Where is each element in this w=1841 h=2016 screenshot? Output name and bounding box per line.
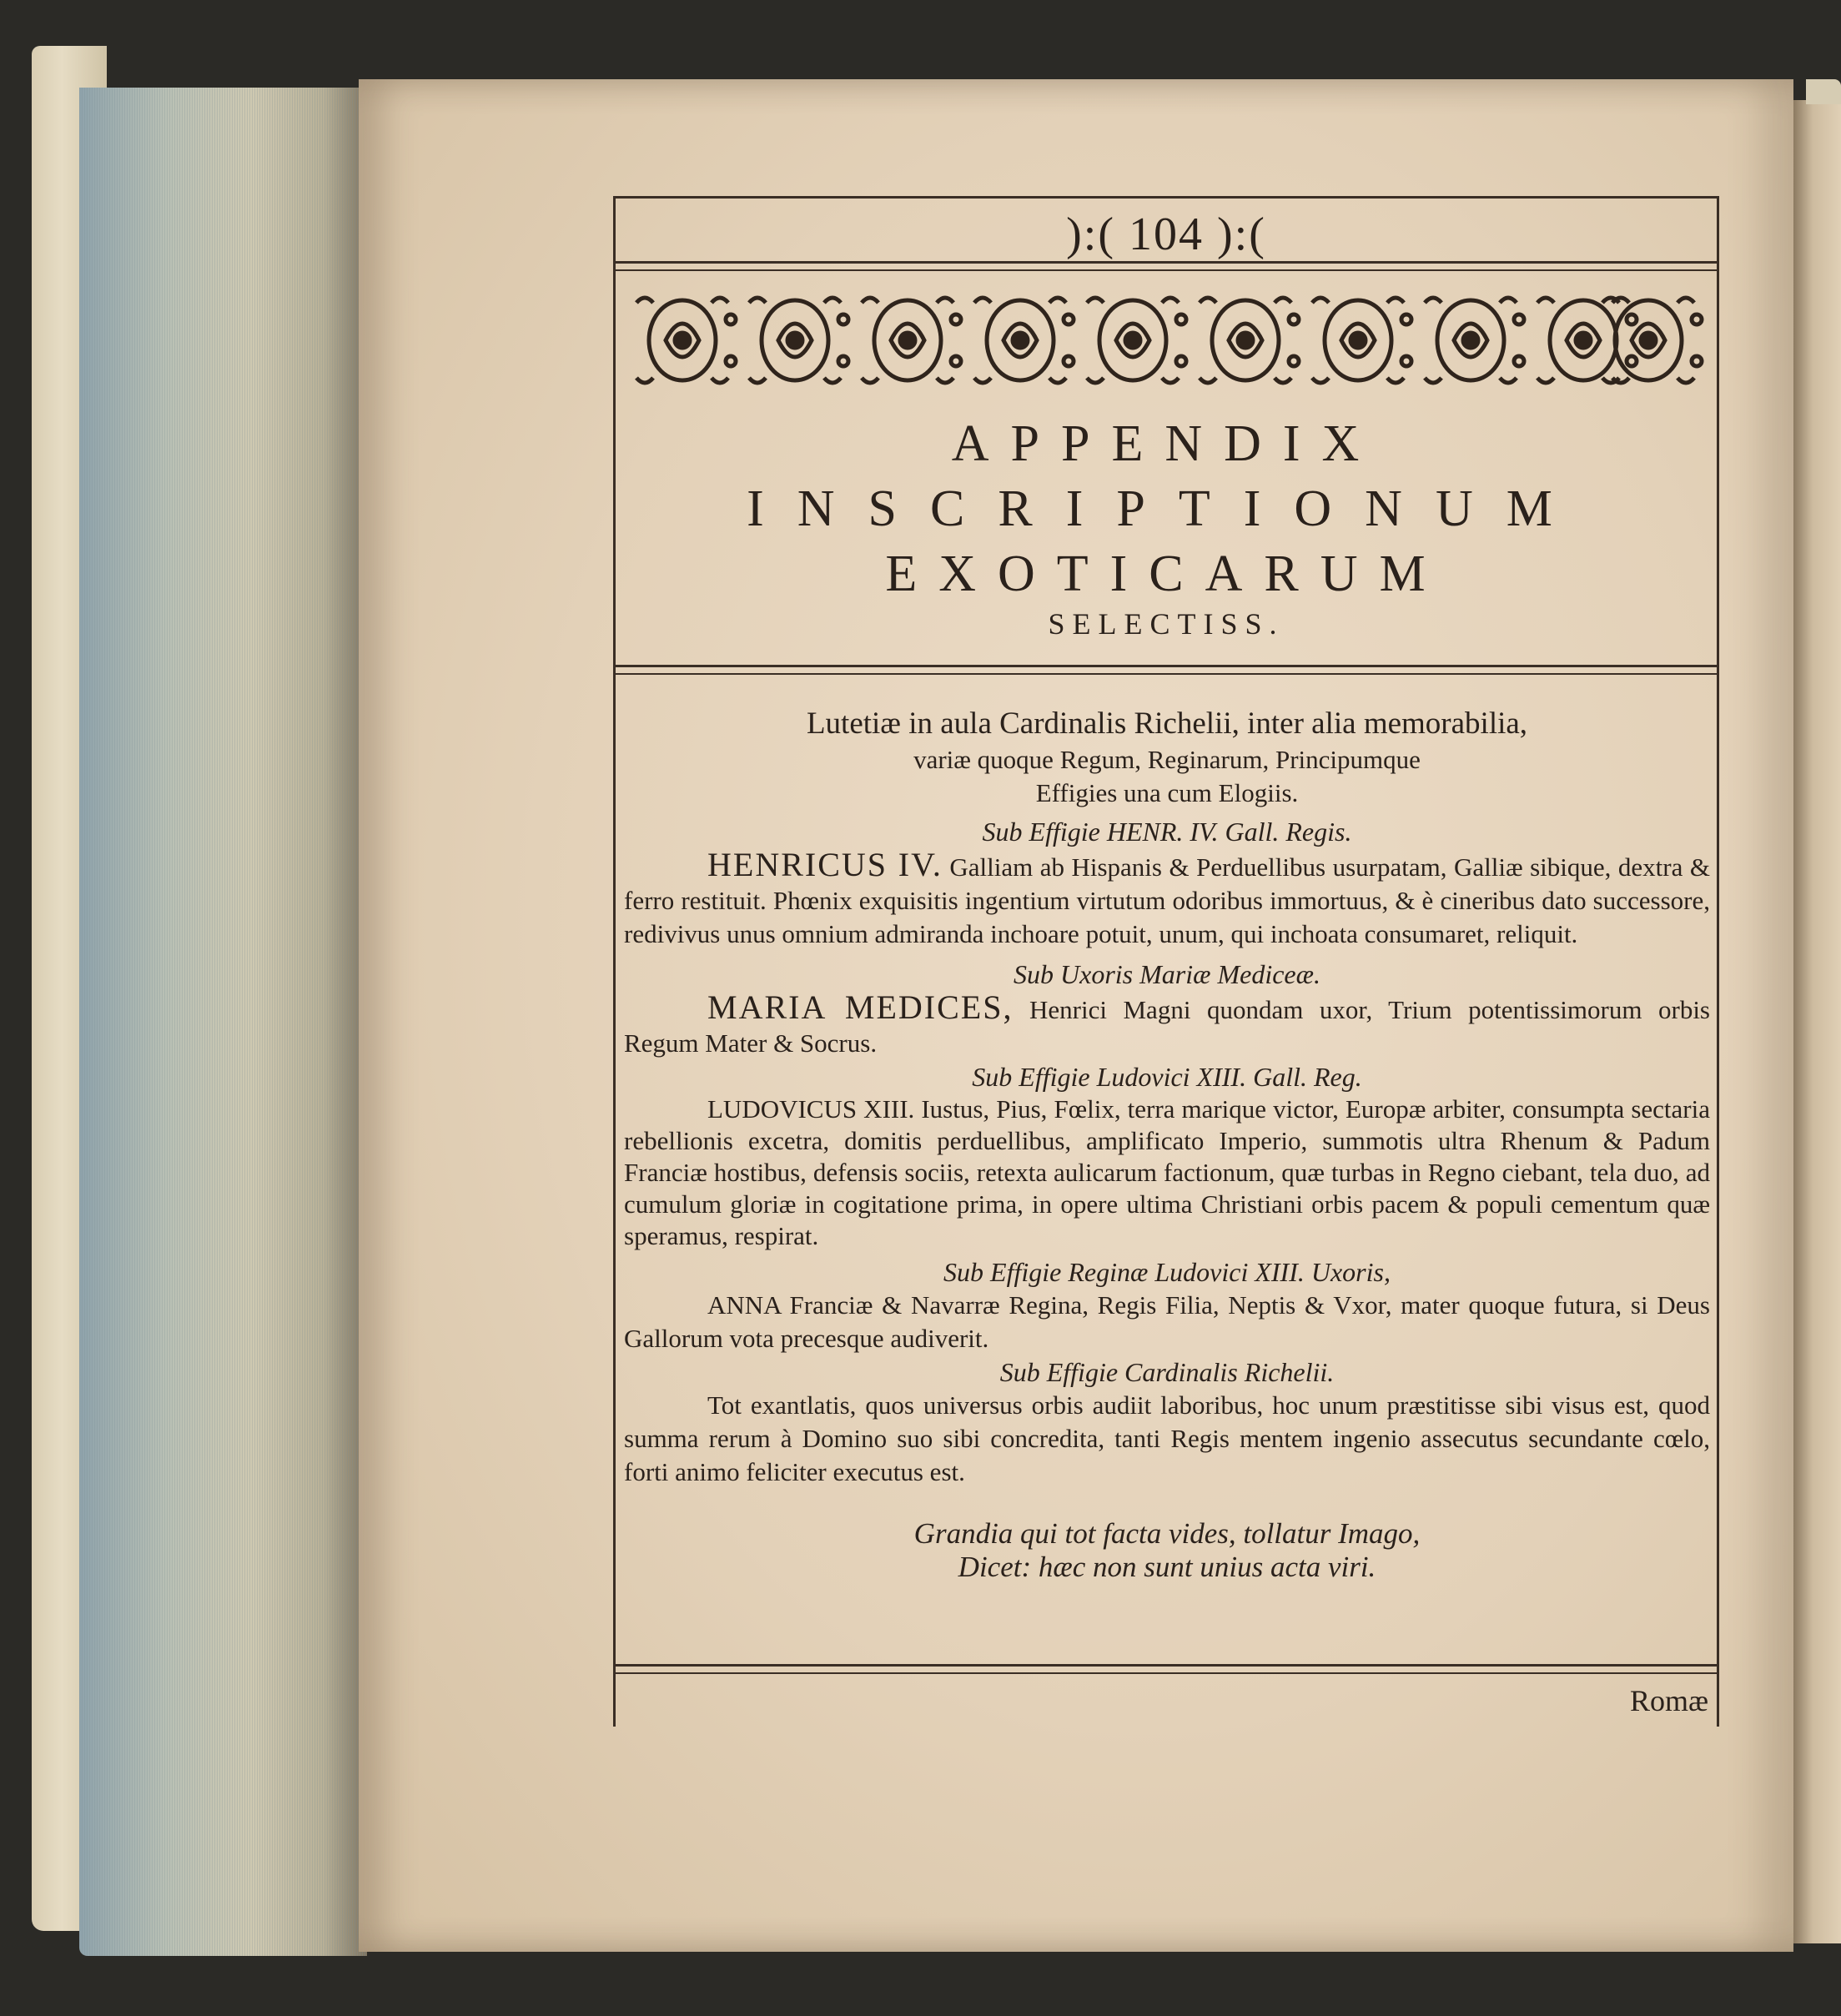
section-paragraph	[624, 848, 1710, 951]
section-paragraph	[624, 1289, 1710, 1355]
verse-line-2: Dicet: hæc non sunt unius acta viri.	[958, 1551, 1376, 1583]
page-body	[624, 705, 1710, 1584]
section-text: Franciæ & Navarræ Regina, Regis Filia, Neptis & Vxor, mater quoque futura, si Deus Gallorum vota precesque audiverit.	[624, 1290, 1710, 1353]
verse-line-1: Grandia qui tot facta vides, tollatur Imago,	[913, 1517, 1421, 1550]
section-text: Iustus, Pius, Fœlix, terra marique victor, Europæ arbiter, consumpta sectaria rebellionis excetra, domitis perduellibus, amplificato Imperio, summotis ultra Rhenum & Padum Franciæ hostibus, defensis sociis, retexta aulicarum factionum, quæ turbas in Regno ciebant, tela duo, ad cumulum gloriæ in cogitatione prima, in opere ultima Christiani orbis pacem & populi cementum quæ speramus, respirat.	[624, 1094, 1710, 1250]
intro-line-2: variæ quoque Regum, Reginarum, Principumque	[913, 745, 1421, 774]
footer-rule	[616, 1664, 1717, 1667]
text-frame	[613, 196, 1719, 1727]
intro-line-3: Effigies una cum Elogiis.	[1035, 778, 1299, 807]
section-heading: Sub Effigie HENR. IV. Gall. Regis.	[982, 817, 1352, 847]
footer-rule-double	[616, 1672, 1717, 1674]
section-text: Tot exantlatis, quos universus orbis audiit laboribus, hoc unum præstitisse sibi visus est, quod summa rerum à Domino suo sibi concredita, tanti Regis mentem ingenio assecutus secundante cœlo, forti animo feliciter executus est.	[624, 1390, 1710, 1486]
section-paragraph	[624, 988, 1710, 1060]
title-line-1: APPENDIX	[951, 415, 1381, 472]
header-rule-double	[616, 269, 1717, 271]
book-cover-right	[1806, 79, 1841, 104]
section-heading: Sub Uxoris Mariæ Mediceæ.	[1014, 959, 1320, 989]
section-heading: Sub Effigie Cardinalis Richelii.	[999, 1357, 1335, 1387]
section-text: Galliam ab Hispanis & Perduellibus usurpatam, Galliæ sibique, dextra & ferro restituit. Phœnix exquisitis ingentium virtutum odoribus immortuus, & è cineribus dato successore, redivivus unus omnium admiranda inchoare potuit, unum, qui inchoata consumaret, reliquit.	[624, 852, 1710, 948]
facing-page-edge	[1793, 100, 1841, 1943]
title-line-3: EXOTICARUM	[885, 545, 1447, 602]
title-line-4: SELECTISS.	[1048, 607, 1285, 641]
section-heading: Sub Effigie Reginæ Ludovici XIII. Uxoris,	[943, 1257, 1391, 1287]
title-rule	[616, 665, 1717, 667]
section-text: Henrici Magni quondam uxor, Trium potentissimorum orbis Regum Mater & Socrus.	[624, 995, 1710, 1058]
page-number: ):( 104 ):(	[1066, 209, 1266, 260]
top-rule	[616, 196, 1717, 199]
section-paragraph	[624, 1389, 1710, 1489]
catchword: Romæ	[1629, 1684, 1708, 1717]
section-heading: Sub Effigie Ludovici XIII. Gall. Reg.	[972, 1062, 1362, 1092]
ornament-band	[624, 286, 1705, 395]
page-edges	[79, 88, 367, 1956]
header-rule	[616, 261, 1717, 264]
section-paragraph	[624, 1093, 1710, 1252]
intro-line-1: Lutetiæ in aula Cardinalis Richelii, inter alia memorabilia,	[806, 706, 1528, 741]
section-lead: MARIA MEDICES,	[707, 988, 1014, 1026]
section-lead: HENRICUS IV.	[707, 846, 943, 883]
title-line-2: INSCRIPTIONUM	[747, 480, 1586, 537]
title-rule-double	[616, 673, 1717, 675]
section-lead: ANNA	[707, 1290, 781, 1320]
section-lead: LUDOVICUS XIII.	[707, 1094, 915, 1124]
